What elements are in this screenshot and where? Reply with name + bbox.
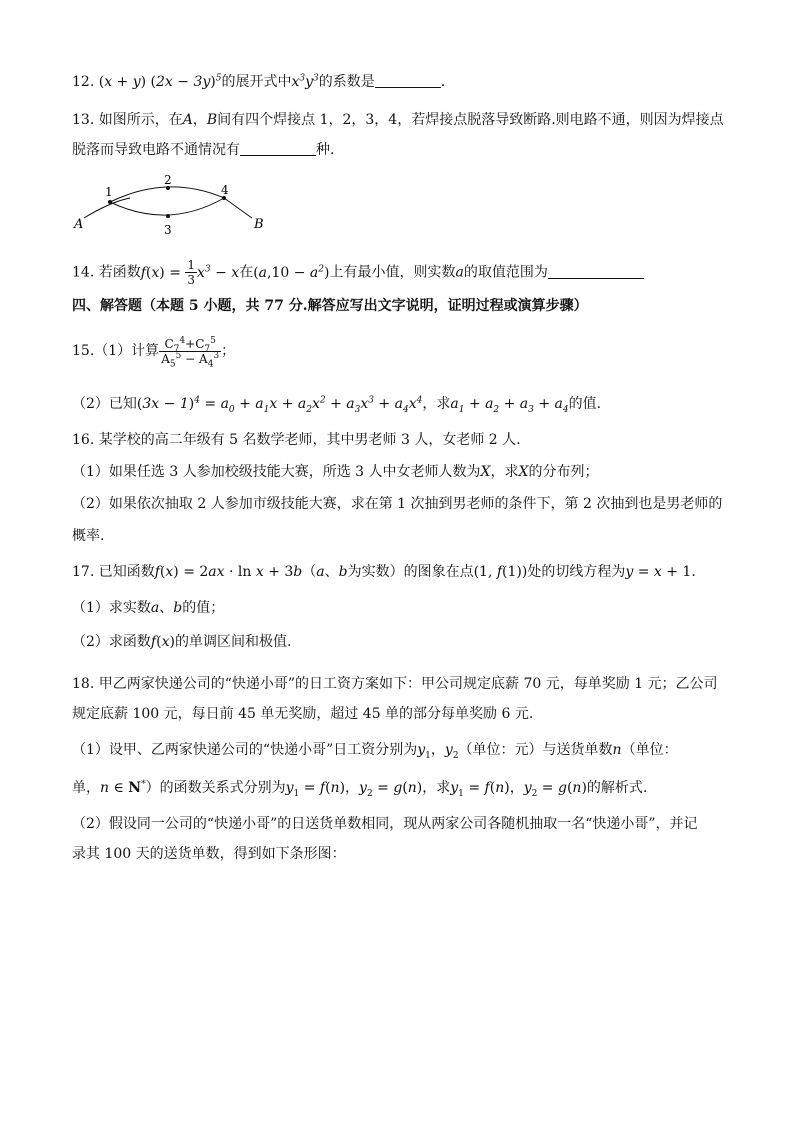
- wire-lower-branch: [110, 198, 224, 215]
- q17-number: 17.: [72, 564, 95, 580]
- q14-mid2: 上有最小值，则实数: [329, 264, 456, 281]
- q12-number: 12.: [72, 74, 95, 90]
- q17-point: (1, f(1)): [473, 564, 528, 580]
- q17-end: 处的切线方程为: [527, 564, 626, 580]
- q12-term: $x^3y^3$: [291, 73, 319, 90]
- question-15-part2: [72, 394, 722, 414]
- q16-p1-end: ，求: [490, 464, 519, 480]
- q14-mid: 在: [239, 264, 254, 281]
- q14-function: f(x) = $\frac{1}{3}$ $x^3 - x$: [140, 258, 240, 287]
- question-15-part1: 15.（1）计算 $\frac{C_7^4+C_7^5}{A_5^5 - A_4^3}$ ；: [72, 335, 236, 369]
- q15-number: 15.: [72, 343, 95, 359]
- q16-number: 16.: [72, 432, 95, 448]
- q13-text-1b: 间有四个焊接点 1，2，3，4，若焊接点脱落导致断路.则电路不通，则因为焊接点: [217, 112, 724, 128]
- question-17: 17. 已知函数f(x) = 2ax · ln x + 3b（a、b为实数）的图象在点(1, f(1))处的切线方程为y = x + 1.: [72, 564, 696, 580]
- q15-fraction: $\frac{C_7^4+C_7^5}{A_5^5 - A_4^3}$: [161, 335, 220, 369]
- q17-lead: 已知函数: [98, 564, 155, 580]
- question-18-part2-line2: 录其 100 天的送货单数，得到如下条形图：: [72, 846, 346, 862]
- question-13-line2: [72, 140, 722, 160]
- question-16-stem: [72, 430, 722, 450]
- q15-part2: （2）已知: [72, 396, 137, 412]
- q14-lead: 若函数: [98, 264, 141, 281]
- question-16-part1: （1）如果任选 3 人参加校级技能大赛，所选 3 人中女老师人数为X，求X的分布列；: [72, 464, 599, 480]
- q17-tangent: y = x + 1: [625, 564, 692, 580]
- section-4-title: 四、解答题（本题 5 小题，共 77 分.解答应写出文字说明，证明过程或演算步骤）: [72, 298, 588, 314]
- q15-part2-end: 的值.: [568, 396, 602, 412]
- q16-p1-end2: 的分布列；: [528, 464, 599, 480]
- q12-text-end: 的系数是: [318, 74, 375, 90]
- question-18-part1-line1: （1）设甲、乙两家快递公司的“快递小哥”日工资分别为$y_1$，$y_2$（单位：元）与送货单数n（单位：: [72, 742, 678, 761]
- label-1: 1: [105, 185, 113, 199]
- q13-text-2: 脱落而导致电路不通情况有: [72, 142, 240, 158]
- q13-text-1: 如图所示，在: [98, 112, 183, 128]
- q13-answer-blank[interactable]: [240, 141, 316, 156]
- label-4: 4: [221, 183, 229, 197]
- question-18-line2: 规定底薪 100 元，每日前 45 单无奖励，超过 45 单的部分每单奖励 6 元.: [72, 706, 534, 722]
- q14-answer-blank[interactable]: [548, 264, 644, 279]
- q15-sum: $a_1 + a_2 + a_3 + a_4$: [450, 396, 569, 415]
- question-16-part2-line1: （2）如果依次抽取 2 人参加市级技能大赛，求在第 1 次抽到男老师的条件下，第 2 次抽到也是男老师的: [72, 496, 723, 512]
- label-3: 3: [164, 223, 172, 236]
- label-2: 2: [164, 173, 172, 187]
- q15-expansion: $(3x - 1)^4 = a_0 + a_1x + a_2x^2 + a_3x^3 + a_4x^4$: [136, 395, 423, 415]
- question-14: 14. 若函数f(x) = $\frac{1}{3}$ $x^3 - x$在$(a,10 - a^2)$上有最小值，则实数a的取值范围为: [72, 258, 722, 287]
- q18-number: 18.: [72, 676, 95, 692]
- question-12: [72, 72, 722, 92]
- question-16-part2-line2: 概率.: [72, 528, 105, 544]
- q12-text-mid: 的展开式中: [221, 74, 292, 90]
- q16-stem: 某学校的高二年级有 5 名数学老师，其中男老师 3 人，女老师 2 人.: [98, 432, 521, 448]
- q14-number: 14.: [72, 264, 95, 281]
- circuit-figure: [70, 172, 270, 236]
- label-a: A: [74, 217, 84, 232]
- q16-p1: （1）如果任选 3 人参加校级技能大赛，所选 3 人中女老师人数为: [72, 464, 481, 480]
- question-17-part1: （1）求实数a、b的值；: [72, 600, 225, 616]
- q18-line1: 甲乙两家快递公司的“快递小哥”的日工资方案如下：甲公司规定底薪 70 元，每单奖励 1 元；乙公司: [98, 676, 718, 692]
- node-3: [166, 214, 170, 218]
- q13-points: A: [182, 112, 193, 128]
- node-1: [108, 200, 112, 204]
- q12-tail: .: [440, 74, 446, 90]
- q12-answer-blank[interactable]: [375, 73, 441, 88]
- q17-function: f(x) = 2ax · ln x + 3b: [154, 564, 303, 580]
- q15-part1: （1）计算: [94, 343, 160, 359]
- q14-interval: $(a,10 - a^2)$: [253, 263, 330, 281]
- question-17-part2: （2）求函数f(x)的单调区间和极值.: [72, 634, 292, 650]
- question-18-line1: [72, 674, 722, 694]
- wire-4-to-b: [224, 198, 252, 218]
- q14-end: 的取值范围为: [463, 264, 548, 281]
- q12-expression: (x + y) $(2x - 3y)^5$: [98, 73, 222, 90]
- q13-number: 13.: [72, 112, 95, 128]
- q17-paren-end: 为实数）的图象在点: [347, 564, 474, 580]
- label-b: B: [254, 217, 264, 232]
- q13-text-2-end: 种.: [316, 142, 335, 158]
- q15-part2-mid: ，求: [422, 396, 451, 412]
- question-18-part2-line1: （2）假设同一公司的“快递小哥”的日送货单数相同，现从两家公司各随机抽取一名“快递小哥”，并记: [72, 816, 698, 832]
- question-13-line1: 13. 如图所示，在A，B间有四个焊接点 1，2，3，4，若焊接点脱落导致断路.则电路不通，则因为焊接点: [72, 112, 724, 128]
- question-18-part1-line2: 单，n ∈ N*）的函数关系式分别为$y_1 = f(n)$，$y_2 = g(n)$，求$y_1 = f(n)$，$y_2 = g(n)$的解析式.: [72, 779, 648, 799]
